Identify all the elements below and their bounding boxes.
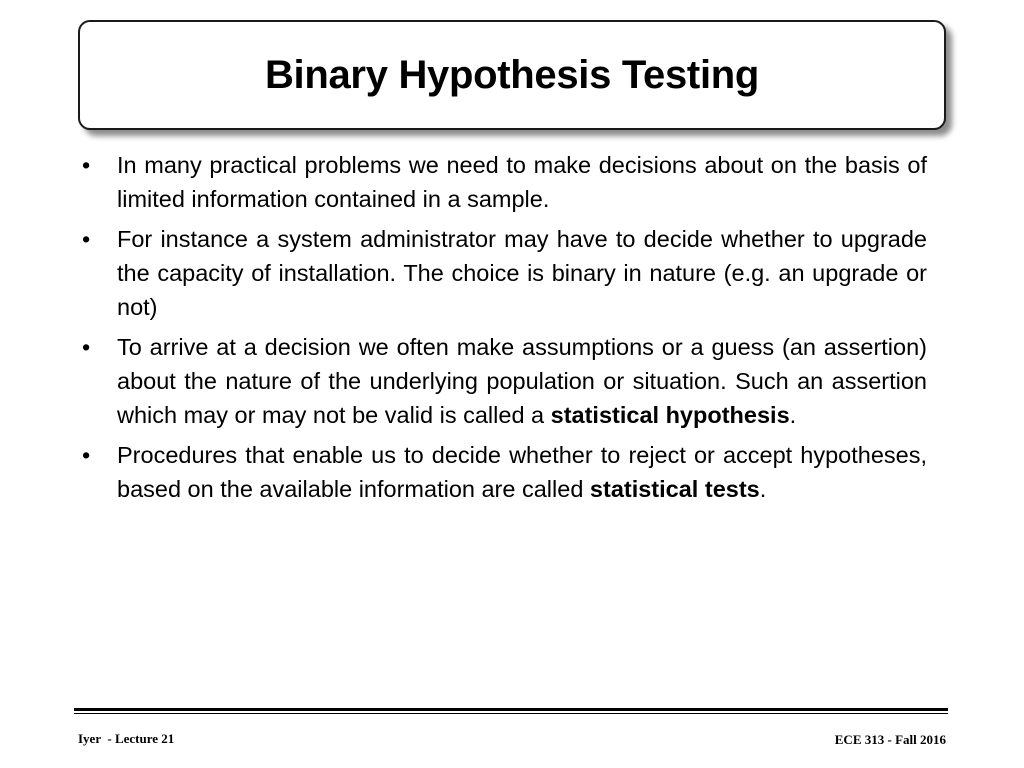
bullet-text: To arrive at a decision we often make assumptions or a guess (an assertion) about the nature of the underlying population or situation. Such an assertion which may or may not be valid is called a [117, 334, 927, 428]
footer-rule-thick [74, 708, 948, 711]
bullet-item [76, 330, 927, 432]
bold-term: statistical tests [589, 476, 760, 502]
bullet-item [76, 438, 927, 506]
bullet-icon: • [82, 226, 91, 252]
bullet-text-end: . [759, 476, 767, 502]
footer-author: Iyer - Lecture 21 [78, 731, 175, 746]
slide-title: Binary Hypothesis Testing [264, 52, 760, 97]
footer-rule-thin [74, 713, 948, 714]
bullet-icon: • [82, 152, 91, 178]
title-box [78, 20, 946, 130]
bullet-text: For instance a system administrator may have to decide whether to upgrade the capacity of installation. The choice is binary in nature (e.g. an upgrade or not) [117, 226, 927, 320]
bold-term: statistical hypothesis [550, 402, 790, 428]
bullet-list [76, 148, 927, 512]
bullet-text: In many practical problems we need to make decisions about on the basis of limited information contained in a sample. [117, 152, 927, 212]
bullet-icon: • [82, 334, 91, 360]
bullet-icon: • [82, 442, 91, 468]
bullet-item [76, 222, 927, 324]
bullet-text-end: . [789, 402, 797, 428]
bullet-item [76, 148, 927, 216]
footer-course: ECE 313 - Fall 2016 [834, 732, 946, 747]
bullet-text: Procedures that enable us to decide whether to reject or accept hypotheses, based on the available information are called [117, 442, 927, 502]
